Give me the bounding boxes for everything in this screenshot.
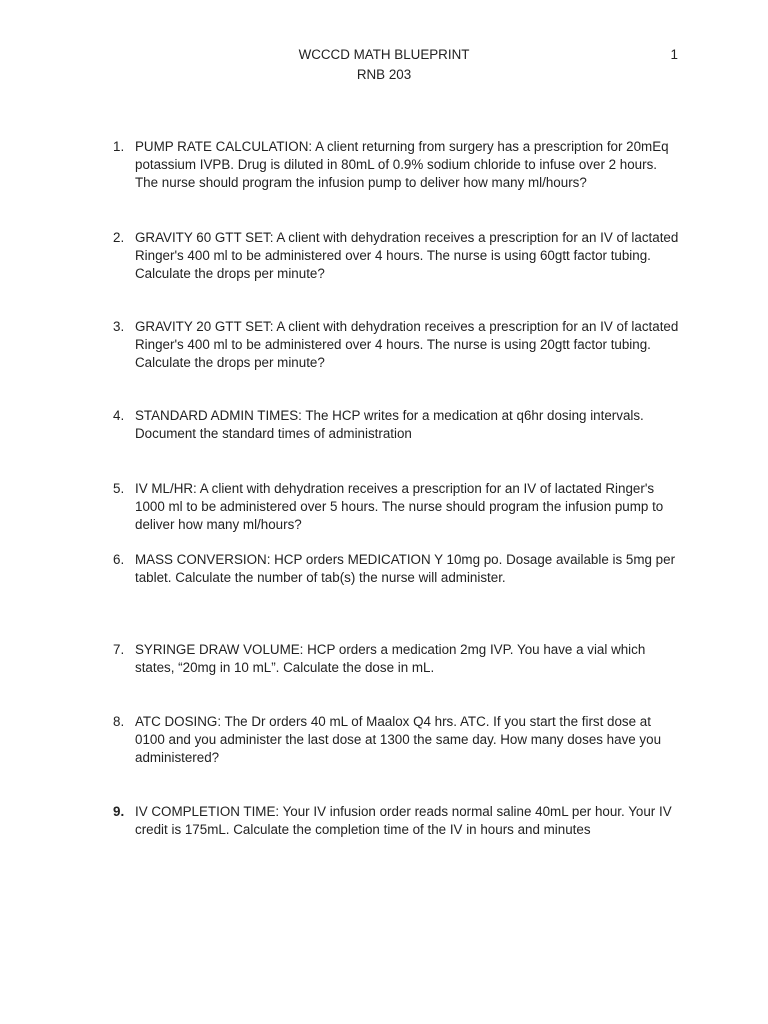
course-code: RNB 203 <box>356 67 412 82</box>
question-number: 7. <box>113 642 125 657</box>
question-text: IV ML/HR: A client with dehydration receives a prescription for an IV of lactated Ringer's 1000 ml to be administered over 5 hours. The nurse should program the infusion pump to deliver how many ml/hours? <box>135 481 664 532</box>
question-item <box>113 229 683 283</box>
question-text: IV COMPLETION TIME: Your IV infusion order reads normal saline 40mL per hour. Your IV credit is 175mL. Calculate the completion time of the IV in hours and minutes <box>135 804 672 837</box>
question-number: 9. <box>113 804 125 819</box>
question-number: 4. <box>113 408 125 423</box>
question-item <box>113 551 683 587</box>
question-item <box>113 480 683 534</box>
question-number: 5. <box>113 481 125 496</box>
question-text: PUMP RATE CALCULATION: A client returning from surgery has a prescription for 20mEq potassium IVPB. Drug is diluted in 80mL of 0.9% sodium chloride to infuse over 2 hours. The nurse should program the infusion pump to deliver how many ml/hours? <box>135 139 669 190</box>
question-item <box>113 641 683 677</box>
question-item <box>113 803 683 839</box>
question-number: 2. <box>113 230 125 245</box>
question-number: 1. <box>113 139 125 154</box>
question-text: GRAVITY 20 GTT SET: A client with dehydration receives a prescription for an IV of lactated Ringer's 400 ml to be administered over 4 hours. The nurse is using 20gtt factor tubing. Calculate the drops per minute? <box>135 319 679 370</box>
question-text: MASS CONVERSION: HCP orders MEDICATION Y 10mg po. Dosage available is 5mg per tablet. Calculate the number of tab(s) the nurse will administer. <box>135 552 676 585</box>
document-title: WCCCD MATH BLUEPRINT <box>298 47 470 62</box>
question-number: 3. <box>113 319 125 334</box>
page-number: 1 <box>670 47 678 62</box>
question-item <box>113 318 683 372</box>
question-item <box>113 407 683 443</box>
question-item <box>113 138 683 192</box>
question-text: SYRINGE DRAW VOLUME: HCP orders a medication 2mg IVP. You have a vial which states, “20mg in 10 mL”. Calculate the dose in mL. <box>135 642 646 675</box>
question-number: 8. <box>113 714 125 729</box>
question-number: 6. <box>113 552 125 567</box>
question-text: ATC DOSING: The Dr orders 40 mL of Maalox Q4 hrs. ATC. If you start the first dose at 0100 and you administer the last dose at 1300 the same day. How many doses have you administered? <box>135 714 662 765</box>
question-text: STANDARD ADMIN TIMES: The HCP writes for a medication at q6hr dosing intervals. Document the standard times of administration <box>135 408 644 441</box>
question-item <box>113 713 683 767</box>
question-text: GRAVITY 60 GTT SET: A client with dehydration receives a prescription for an IV of lactated Ringer's 400 ml to be administered over 4 hours. The nurse is using 60gtt factor tubing. Calculate the drops per minute? <box>135 230 679 281</box>
